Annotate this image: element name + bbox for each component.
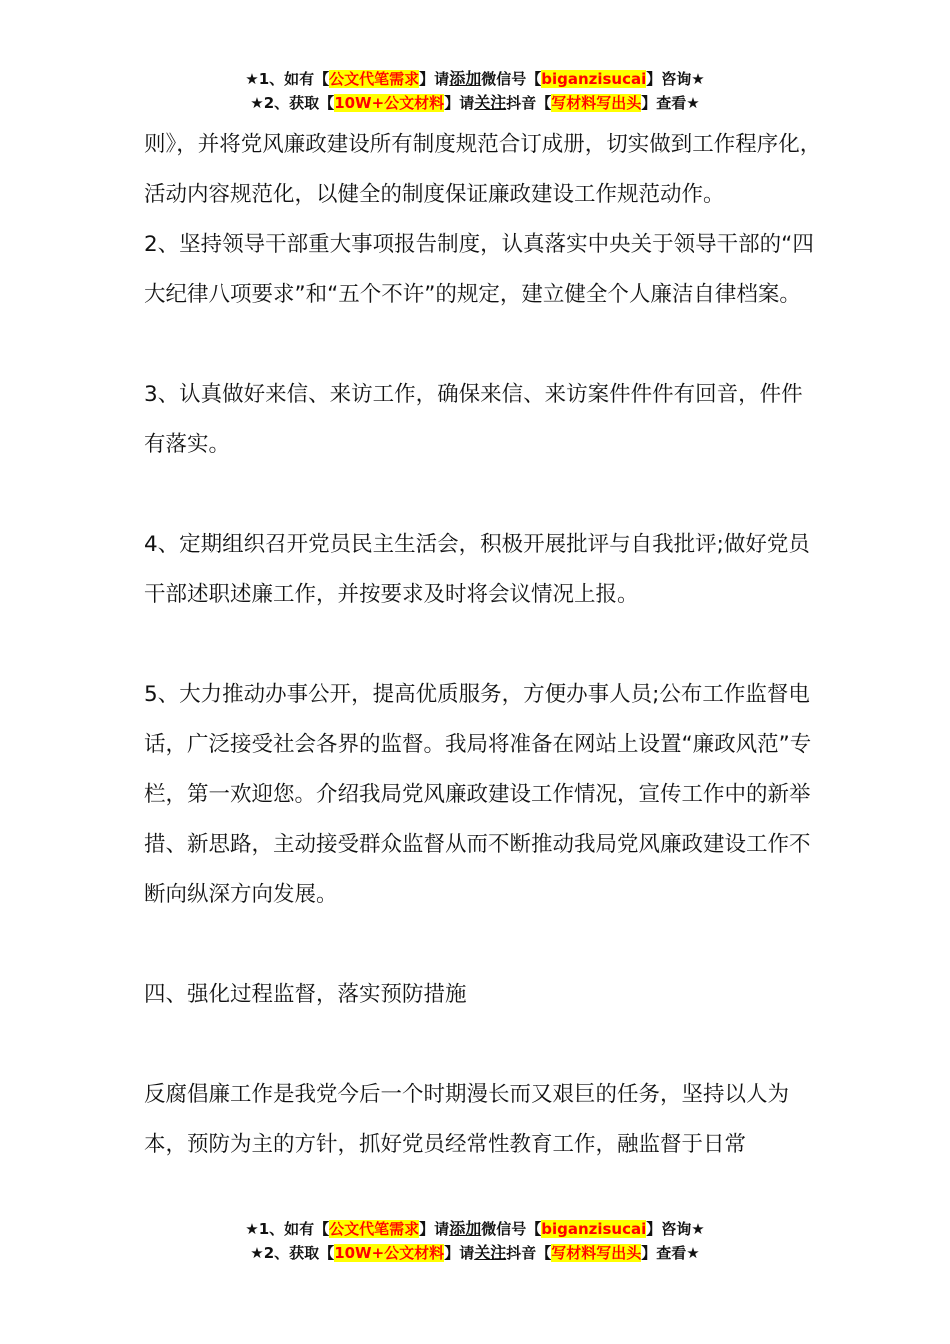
- highlight-douyin-id: 写材料写出头: [551, 94, 642, 112]
- paragraph-gap: [144, 320, 824, 370]
- footer-banner: [0, 1217, 950, 1265]
- highlight-douyin-id: 写材料写出头: [551, 1244, 642, 1262]
- banner-line-1: ★1、如有【公文代笔需求】请添加微信号【biganzisucai】咨询★: [245, 69, 705, 88]
- document-body: [144, 120, 824, 1170]
- header-banner: [0, 67, 950, 115]
- banner-line-1: ★1、如有【公文代笔需求】请添加微信号【biganzisucai】咨询★: [245, 1219, 705, 1238]
- highlight-wechat-id: biganzisucai: [541, 1220, 647, 1238]
- highlight-materials: 10W+公文材料: [334, 1244, 445, 1262]
- paragraph-gap: [144, 1020, 824, 1070]
- paragraph-item-3: 3、认真做好来信、来访工作，确保来信、来访案件件件有回音，件件有落实。: [144, 382, 803, 457]
- highlight-wechat-id: biganzisucai: [541, 70, 647, 88]
- paragraph-gap: [144, 920, 824, 970]
- section-heading-4: 四、强化过程监督，落实预防措施: [144, 982, 467, 1007]
- highlight-materials: 10W+公文材料: [334, 94, 445, 112]
- paragraph-item-4: 4、定期组织召开党员民主生活会，积极开展批评与自我批评;做好党员干部述职述廉工作，并按要求及时将会议情况上报。: [144, 532, 810, 607]
- banner-line-2: ★2、获取【10W+公文材料】请关注抖音【写材料写出头】查看★: [250, 1243, 700, 1262]
- highlight-ghostwriting: 公文代笔需求: [329, 70, 420, 88]
- paragraph-intro: 则》，并将党风廉政建设所有制度规范合订成册，切实做到工作程序化，活动内容规范化，以健全的制度保证廉政建设工作规范动作。: [144, 132, 822, 207]
- highlight-ghostwriting: 公文代笔需求: [329, 1220, 420, 1238]
- banner-line-2: ★2、获取【10W+公文材料】请关注抖音【写材料写出头】查看★: [250, 93, 700, 112]
- paragraph-gap: [144, 620, 824, 670]
- paragraph-anticorruption: 反腐倡廉工作是我党今后一个时期漫长而又艰巨的任务，坚持以人为本，预防为主的方针，抓好党员经常性教育工作，融监督于日常: [144, 1082, 790, 1157]
- paragraph-item-2: 2、坚持领导干部重大事项报告制度，认真落实中央关于领导干部的“四大纪律八项要求”和“五个不许”的规定，建立健全个人廉洁自律档案。: [144, 232, 814, 307]
- paragraph-gap: [144, 470, 824, 520]
- paragraph-item-5: 5、大力推动办事公开，提高优质服务，方便办事人员;公布工作监督电话，广泛接受社会各界的监督。我局将准备在网站上设置“廉政风范”专栏，第一欢迎您。介绍我局党风廉政建设工作情况，宣传工作中的新举措、新思路，主动接受群众监督从而不断推动我局党风廉政建设工作不断向纵深方向发展。: [144, 682, 812, 907]
